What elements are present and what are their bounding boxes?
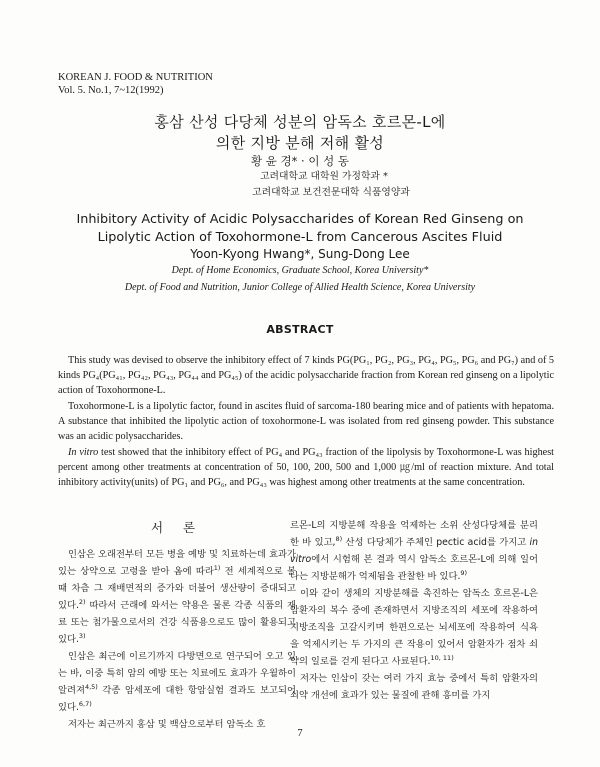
right-p1-tail: 산성 다당체가 주체인 pectic acid를 가지고 [342, 537, 530, 548]
right-p1-text: 르몬-L의 지방분해 작용을 억제하는 소위 산성다당체를 분리한 바 있고, [290, 520, 538, 548]
intro-p1-tail: 전 세계적으로 볼 때 차츰 그 재배면적의 증가와 더불어 생산량이 증대되고 있다. [58, 566, 296, 611]
right-column [290, 517, 538, 704]
ref-marker: 6,7) [78, 699, 92, 708]
intro-paragraph-3: 저자는 최근까지 홍삼 및 백삼으로부터 암독소 호 [68, 719, 266, 730]
korean-authors: 황 윤 경* · 이 성 동 [251, 154, 349, 168]
korean-affiliation-1: 고려대학교 대학원 가정학과 * [260, 171, 388, 182]
ref-marker: 4,5) [84, 682, 98, 691]
abstract-heading: ABSTRACT [266, 323, 334, 336]
ref-marker: 2) [78, 597, 86, 606]
abstract-paragraph-3 [58, 445, 554, 490]
korean-title-line2: 의한 지방 분해 저해 활성 [215, 134, 385, 152]
right-paragraph-2 [290, 585, 538, 670]
abstract-body [58, 353, 554, 490]
abstract-in-vitro: In vitro [68, 447, 99, 458]
right-paragraph-3: 저자는 인삼이 갖는 여러 가지 효능 중에서 특히 암환자의 쇠약 개선에 효과가 있는 물질에 관해 흥미를 가지 [290, 673, 538, 701]
abstract-paragraph-2: Toxohormone-L is a lipolytic factor, found in ascites fluid of sarcoma-180 bearing mice and of patients with hepatoma. A substance that inhibited the lipolytic action of toxohormone-L was isolated from red ginseng powder. This substance was an acidic polysaccharides. [58, 401, 554, 442]
journal-header [58, 71, 213, 97]
right-p2-text: 이와 같이 생체의 지방분해를 촉진하는 암독소 호르몬-L은 암환자의 복수 중에 존재하면서 지방조직의 세포에 작용하여 지방조직을 고갈시키며 한편으로는 뇌세포에 작용하여 식욕을 억제시키는 두 가지의 큰 작용이 있어서 암환자가 점차 쇠약의 일로를 걷게 된다고 사료된다. [290, 588, 538, 667]
left-column [58, 519, 296, 733]
intro-p2-tail: 각종 암세포에 대한 항암실험 결과도 보고되어 있다. [58, 685, 296, 713]
intro-paragraph-2 [58, 648, 296, 716]
ref-marker: 8) [335, 534, 343, 543]
english-affiliation-1: Dept. of Home Economics, Graduate School, Korea University* [171, 265, 429, 276]
section-title-introduction: 서 론 [150, 520, 204, 535]
english-authors: Yoon-Kyong Hwang*, Sung-Dong Lee [190, 247, 410, 261]
intro-paragraph-1 [58, 546, 296, 648]
english-title [0, 211, 600, 247]
korean-title [0, 112, 600, 154]
right-p1-tail2: 에서 시험해 본 결과 역시 암독소 호르몬-L에 의해 일어나는 지방분해가 억제됨을 관찰한 바 있다. [290, 554, 538, 582]
intro-p1-tail2: 따라서 근래에 와서는 약용은 물론 각종 식품의 재료 또는 첨가물으로서의 건강 식품용으로도 많이 활용되고 있다. [58, 600, 296, 645]
right-in-vitro: in vitro [290, 537, 538, 565]
english-title-line2: Lipolytic Action of Toxohormone-L from Cancerous Ascites Fluid [97, 230, 503, 245]
ref-marker: 10, 11) [430, 653, 454, 662]
english-title-line1: Inhibitory Activity of Acidic Polysaccharides of Korean Red Ginseng on [76, 212, 524, 227]
intro-p2-text: 인삼은 최근에 이르기까지 다방면으로 연구되어 오고 있는 바, 이중 특히 암의 예방 또는 치료에도 효과가 우월하이 알려져 [58, 651, 296, 696]
abstract-paragraph-1: This study was devised to observe the inhibitory effect of 7 kinds PG(PG₁, PG₂, PG₃, PG₄, PG₅, PG₆ and PG₇) and of 5 kinds PG₄(PG₄₁, PG₄₂, PG₄₃, PG₄₄ and PG₄₅) of the acidic polysaccharide fraction from Korean red ginseng on a lipolytic action of Toxohormone-L. [58, 355, 554, 396]
intro-p1-text: 인삼은 오래전부터 모든 병을 예방 및 치료하는데 효과가 있는 상약으로 고령을 받아 옴에 따라 [58, 549, 296, 577]
right-paragraph-1 [290, 517, 538, 585]
journal-name: KOREAN J. FOOD & NUTRITION [58, 72, 213, 83]
ref-marker: 1) [213, 563, 221, 572]
ref-marker: 3) [78, 631, 86, 640]
korean-affiliation-2: 고려대학교 보건전문대학 식품영양과 [252, 187, 410, 198]
abstract-paragraph-3-text: test showed that the inhibitory effect of PG₄ and PG₄₃ fraction of the lipolysis by Toxohormone-L was highest percent among other treatments at concentration of 50, 100, 200, 500 and 1,000 ㎍/ml of reaction mixture. And total inhibitory activity(units) of PG₁ and PG₆, and PG₄₃ was highest among other treatments at the same concentration. [58, 447, 554, 488]
english-affiliation-2: Dept. of Food and Nutrition, Junior College of Allied Health Science, Korea University [124, 282, 476, 293]
page-number: 7 [297, 728, 303, 739]
ref-marker: 9) [460, 568, 468, 577]
journal-volume: Vol. 5. No.1, 7~12(1992) [58, 85, 164, 96]
korean-title-line1: 홍삼 산성 다당체 성분의 암독소 호르몬-L에 [154, 113, 446, 131]
